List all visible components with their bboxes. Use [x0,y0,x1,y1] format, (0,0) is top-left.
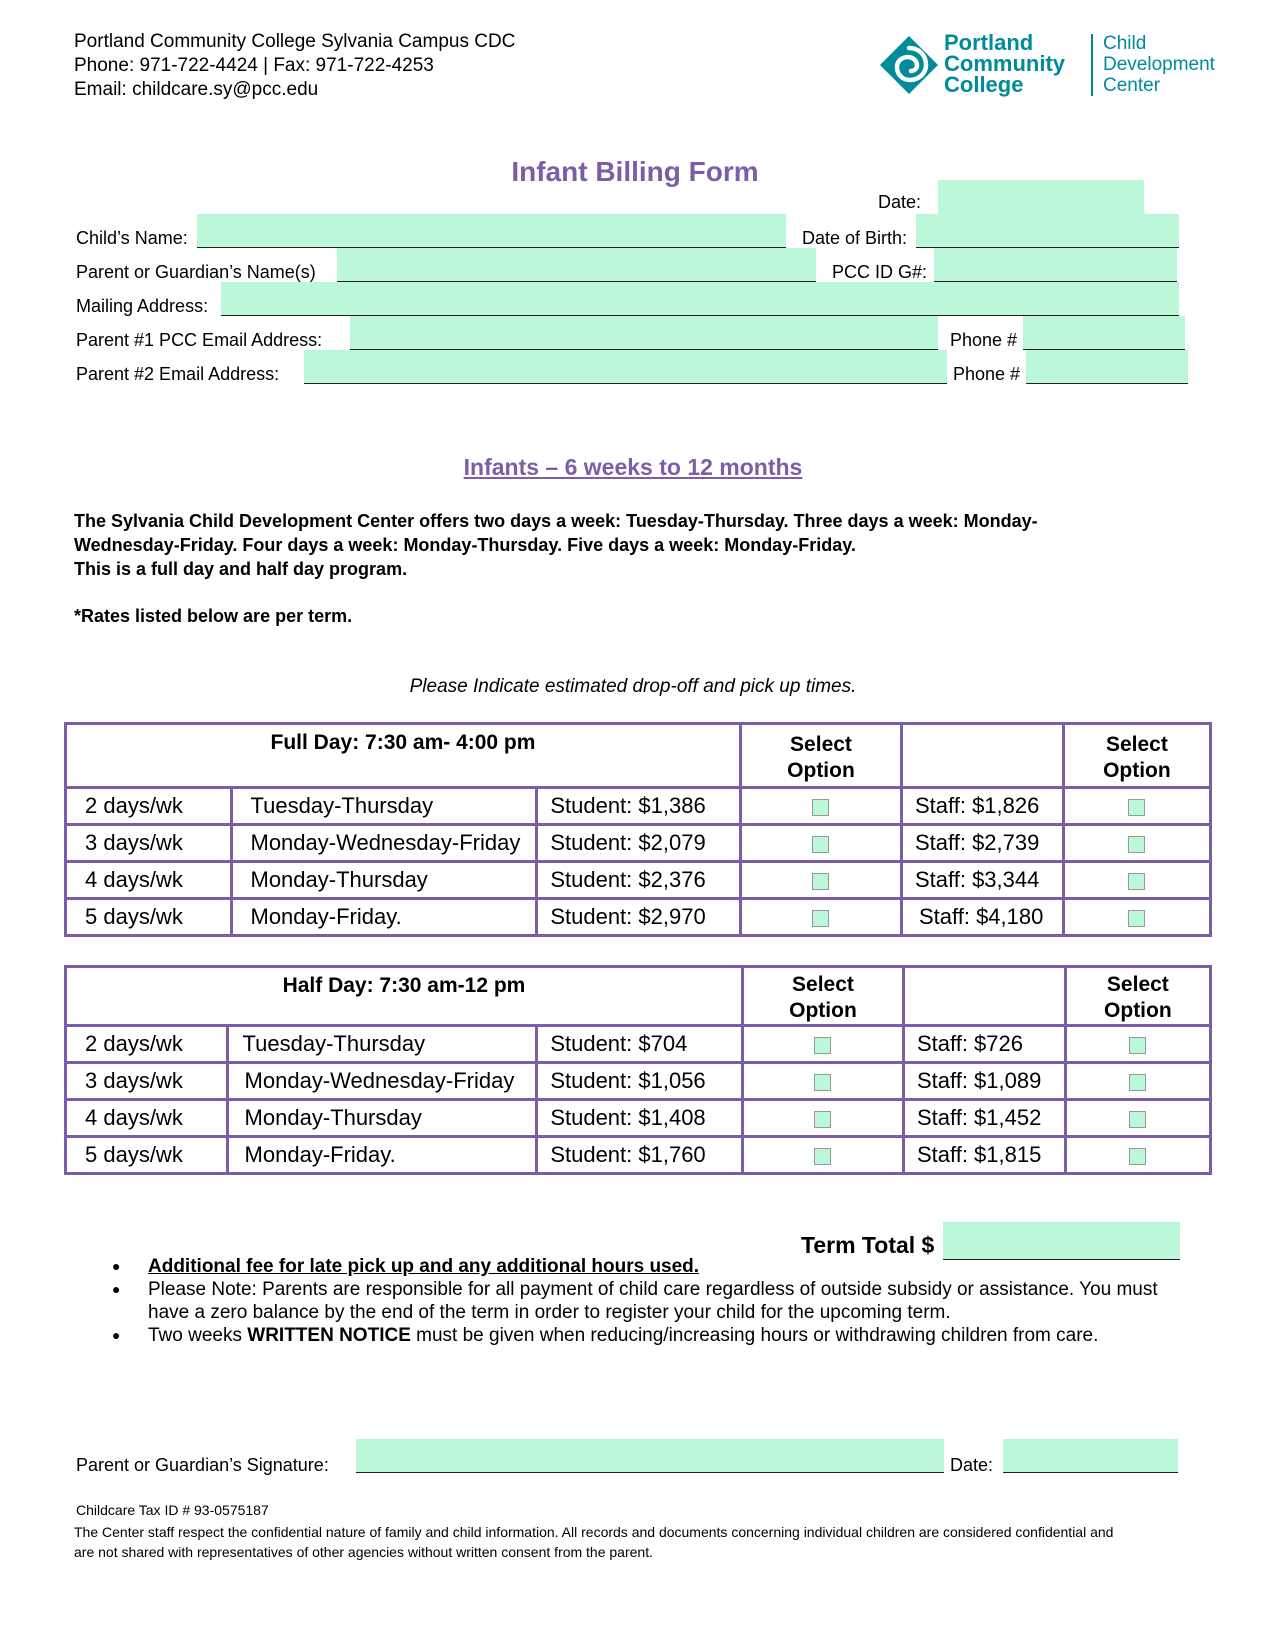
list-item: ● Please Note: Parents are responsible for all payment of child care regardless of outside subsidy or assistance. You must have a zero balance by the end of the term in order to register your child for the upcoming term. [112,1278,1192,1324]
table-row [66,1063,1211,1100]
date-label: Date: [878,192,922,212]
signature-field[interactable] [356,1439,944,1473]
student-option-cell [742,1063,903,1100]
parent1-phone-field[interactable] [1023,316,1185,350]
schedule-cell: Monday-Wednesday-Friday [231,825,537,862]
staff-rate-cell: Staff: $1,452 [903,1100,1065,1137]
tax-id: Childcare Tax ID # 93-0575187 [76,1502,269,1518]
days-cell: 5 days/wk [66,1137,228,1174]
days-cell: 2 days/wk [66,1026,228,1063]
rates-note: *Rates listed below are per term. [74,606,353,626]
student-option-cell [740,899,901,936]
empty-header-cell [902,724,1064,788]
dob-field[interactable] [916,214,1179,248]
schedule-cell: Monday-Friday. [231,899,537,936]
student-option-checkbox[interactable] [812,873,829,890]
days-cell: 4 days/wk [66,1100,228,1137]
staff-rate-cell: Staff: $3,344 [902,862,1064,899]
full-day-rates-table [64,722,1212,937]
parent-name-label: Parent or Guardian’s Name(s) [76,262,316,282]
signature-date-field[interactable] [1003,1439,1178,1473]
half-day-rates-table [64,965,1212,1175]
student-rate-cell: Student: $2,970 [537,899,741,936]
student-option-checkbox[interactable] [812,836,829,853]
times-instruction: Please Indicate estimated drop-off and pick up times. [409,676,857,697]
staff-option-cell [1065,1100,1210,1137]
list-item: ● Additional fee for late pick up and any additional hours used. [112,1255,1192,1278]
pcc-id-label: PCC ID G#: [832,262,928,282]
select-option-header: Select Option [1063,724,1210,788]
student-option-checkbox[interactable] [812,799,829,816]
table-row [66,1100,1211,1137]
student-option-checkbox[interactable] [812,910,829,927]
parent2-phone-label: Phone # [953,364,1021,384]
full-day-title: Full Day: 7:30 am- 4:00 pm [66,724,741,788]
org-contact [74,30,515,102]
logo-divider [1091,34,1093,96]
dob-label: Date of Birth: [802,228,908,248]
days-cell: 4 days/wk [66,862,232,899]
schedule-cell: Tuesday-Thursday [231,788,537,825]
staff-option-checkbox[interactable] [1128,799,1145,816]
student-rate-cell: Student: $2,376 [537,862,741,899]
schedule-cell: Monday-Wednesday-Friday [227,1063,537,1100]
parent2-email-label: Parent #2 Email Address: [76,364,280,384]
pcc-id-field[interactable] [934,248,1177,282]
schedule-cell: Monday-Thursday [227,1100,537,1137]
pcc-spiral-icon [878,34,940,96]
student-option-checkbox[interactable] [814,1037,831,1054]
staff-option-cell [1063,899,1210,936]
form-title: Infant Billing Form [511,156,759,187]
days-cell: 2 days/wk [66,788,232,825]
student-option-cell [742,1026,903,1063]
table-row [66,1026,1211,1063]
select-option-header: Select Option [740,724,901,788]
days-cell: 3 days/wk [66,825,232,862]
notes-list [112,1255,1192,1347]
staff-option-cell [1063,862,1210,899]
schedule-cell: Tuesday-Thursday [227,1026,537,1063]
schedule-cell: Monday-Thursday [231,862,537,899]
program-description: The Sylvania Child Development Center offers two days a week: Tuesday-Thursday. Three days a week: Monday- Wednesday-Friday. Four days a week: Monday-Thursday. Five days a week: Monday-Friday. This is a full day and half day program. [74,511,1038,579]
staff-option-checkbox[interactable] [1128,873,1145,890]
student-rate-cell: Student: $1,760 [537,1137,743,1174]
staff-rate-cell: Staff: $1,815 [903,1137,1065,1174]
student-option-checkbox[interactable] [814,1148,831,1165]
list-item: ● Two weeks WRITTEN NOTICE must be given when reducing/increasing hours or withdrawing children from care. [112,1324,1192,1347]
student-option-cell [742,1137,903,1174]
staff-rate-cell: Staff: $4,180 [902,899,1064,936]
table-row [66,825,1211,862]
confidentiality-note: The Center staff respect the confidential nature of family and child information. All records and documents concerning individual children are considered confidential and are not shared with representatives of other agencies without written consent from the parent. [74,1524,1114,1560]
staff-rate-cell: Staff: $726 [903,1026,1065,1063]
schedule-cell: Monday-Friday. [227,1137,537,1174]
org-name: Portland Community College Sylvania Campus CDC [74,31,516,52]
student-rate-cell: Student: $1,386 [537,788,741,825]
days-cell: 3 days/wk [66,1063,228,1100]
student-rate-cell: Student: $1,056 [537,1063,743,1100]
staff-option-cell [1063,825,1210,862]
parent1-email-label: Parent #1 PCC Email Address: [76,330,323,350]
child-name-label: Child’s Name: [76,228,188,248]
student-option-cell [740,825,901,862]
staff-option-checkbox[interactable] [1129,1037,1146,1054]
table-row [66,862,1211,899]
org-email: Email: childcare.sy@pcc.edu [74,79,319,100]
parent2-email-field[interactable] [304,350,947,384]
student-option-cell [740,788,901,825]
mailing-address-field[interactable] [221,282,1179,316]
signature-label: Parent or Guardian’s Signature: [76,1455,329,1475]
section-subtitle: Infants – 6 weeks to 12 months [463,454,803,480]
child-name-field[interactable] [197,214,786,248]
student-option-checkbox[interactable] [814,1074,831,1091]
parent1-email-field[interactable] [350,316,938,350]
select-option-header: Select Option [1065,967,1210,1026]
staff-option-checkbox[interactable] [1129,1148,1146,1165]
term-total-label: Term Total $ [801,1232,935,1258]
staff-option-checkbox[interactable] [1128,836,1145,853]
parent2-phone-field[interactable] [1026,350,1188,384]
table-header-row [66,967,1211,1026]
logo-college-name: Portland Community College [944,30,1065,97]
signature-date-label: Date: [950,1455,994,1475]
staff-option-cell [1063,788,1210,825]
days-cell: 5 days/wk [66,899,232,936]
table-row [66,1137,1211,1174]
date-field[interactable] [938,180,1144,215]
table-row [66,899,1211,936]
staff-option-checkbox[interactable] [1129,1074,1146,1091]
student-rate-cell: Student: $1,408 [537,1100,743,1137]
pcc-logo [878,30,1238,102]
staff-rate-cell: Staff: $1,089 [903,1063,1065,1100]
student-rate-cell: Student: $2,079 [537,825,741,862]
mailing-address-label: Mailing Address: [76,296,209,316]
staff-option-checkbox[interactable] [1128,910,1145,927]
parent1-phone-label: Phone # [950,330,1018,350]
student-option-cell [742,1100,903,1137]
student-rate-cell: Student: $704 [537,1026,743,1063]
select-option-header: Select Option [742,967,903,1026]
student-option-cell [740,862,901,899]
half-day-title: Half Day: 7:30 am-12 pm [66,967,743,1026]
table-header-row [66,724,1211,788]
parent-name-field[interactable] [337,248,816,282]
org-phone: Phone: 971-722-4424 | Fax: 971-722-4253 [74,55,434,76]
empty-header-cell [903,967,1065,1026]
staff-option-cell [1065,1026,1210,1063]
staff-option-cell [1065,1063,1210,1100]
table-row [66,788,1211,825]
student-option-checkbox[interactable] [814,1111,831,1128]
logo-department: Child Development Center [1103,33,1215,96]
staff-option-cell [1065,1137,1210,1174]
staff-rate-cell: Staff: $1,826 [902,788,1064,825]
staff-rate-cell: Staff: $2,739 [902,825,1064,862]
staff-option-checkbox[interactable] [1129,1111,1146,1128]
